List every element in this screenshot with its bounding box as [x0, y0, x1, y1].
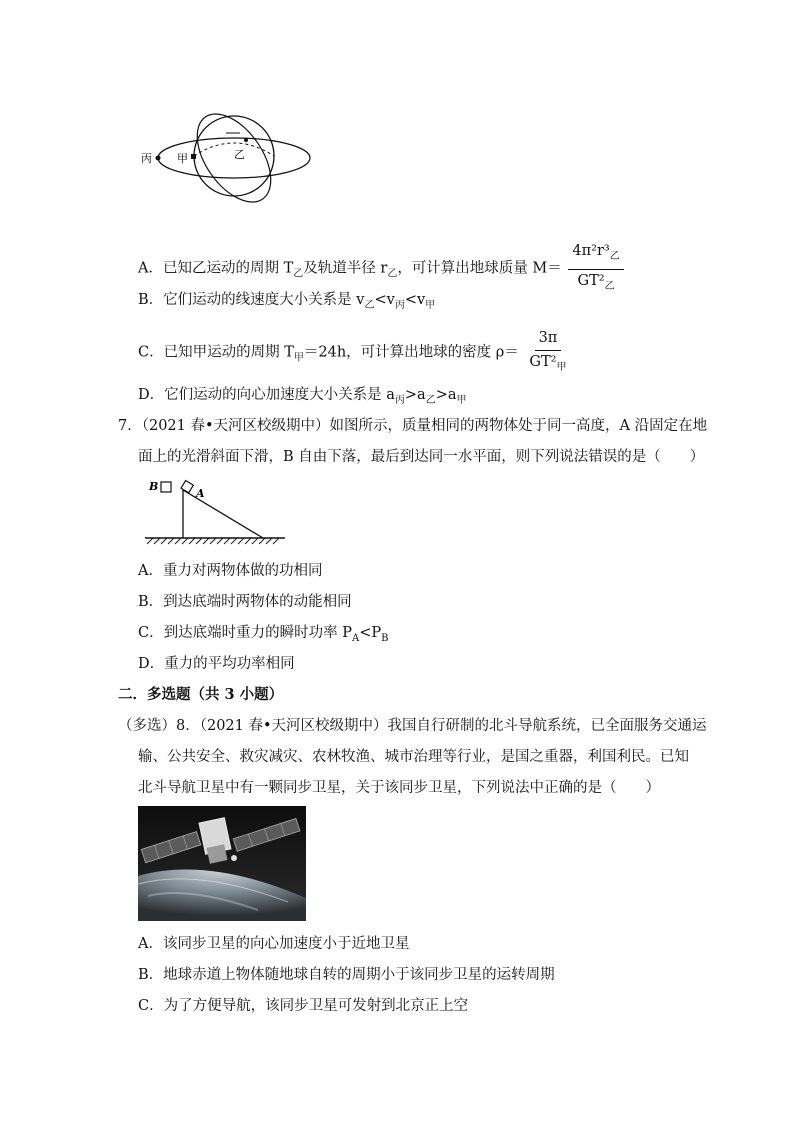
q8-stem-line1: （多选）8．（2021 春•天河区校级期中）我国自行研制的北斗导航系统，已全面服务交通运 [118, 718, 707, 734]
bing-dot [156, 156, 161, 161]
q8-option-b: B．地球赤道上物体随地球自转的周期小于该同步卫星的运转周期 [138, 967, 555, 983]
orbit-diagram [138, 100, 318, 215]
ground-hatching [147, 538, 279, 544]
jia-dot [191, 154, 196, 159]
q7-option-c: C．到达底端时重力的瞬时功率 $P_A<P_B$ [138, 625, 389, 644]
label-yi: 乙 [234, 148, 245, 161]
section-title: 二．多选题（共 3 小题） [118, 686, 284, 703]
q6-option-b: B．它们运动的线速度大小关系是 $v_乙<v_丙<v_甲$ [138, 292, 436, 311]
q8-stem-line2: 输、公共安全、救灾减灾、农林牧渔、城市治理等行业，是国之重器，利国利民。已知 [138, 749, 689, 765]
q8-stem-line3: 北斗导航卫星中有一颗同步卫星，关于该同步卫星，下列说法中正确的是（ ） [138, 780, 660, 796]
q7-option-d: D．重力的平均功率相同 [138, 656, 295, 672]
mass-formula: $\frac{4\pi^2r^3_乙}{GT^2_乙}$ [568, 241, 623, 296]
q6-option-c: C．已知甲运动的周期 $T_甲=24h$，可计算出地球的密度 ρ＝ $\frac{3\pi}{GT^2_甲}$ [138, 328, 572, 377]
label-block-b: B [149, 480, 159, 493]
density-formula: $\frac{3\pi}{GT^2_甲}$ [529, 330, 567, 373]
yi-dot [244, 138, 248, 142]
label-bing: 丙 [141, 152, 152, 165]
label-block-a: A [196, 487, 205, 500]
incline-diagram [145, 476, 285, 548]
q7-option-a: A．重力对两物体做的功相同 [138, 563, 323, 579]
q8-option-c: C．为了方便导航，该同步卫星可发射到北京正上空 [138, 998, 469, 1014]
q6-option-d: D．它们运动的向心加速度大小关系是 $a_丙>a_乙>a_甲$ [138, 387, 467, 406]
label-jia: 甲 [177, 152, 188, 165]
satellite-photo [138, 806, 306, 921]
block-b [161, 482, 171, 492]
incline-triangle [183, 490, 263, 538]
satellite-illustration [138, 806, 306, 921]
q7-stem-line2: 面上的光滑斜面下滑，B 自由下落，最后到达同一水平面，则下列说法错误的是（ ） [138, 449, 705, 465]
q7-option-b: B．到达底端时两物体的动能相同 [138, 594, 352, 610]
q7-stem-line1: 7．（2021 春•天河区校级期中）如图所示，质量相同的两物体处于同一高度，A 沿固定在地 [118, 418, 708, 434]
q8-option-a: A．该同步卫星的向心加速度小于近地卫星 [138, 936, 410, 952]
q6-option-a: A．已知乙运动的周期 $T_乙$及轨道半径 $r_乙$，可计算出地球质量 M＝ $\frac{4\pi^2r^3_乙}{GT^2_乙}$ [138, 241, 626, 296]
